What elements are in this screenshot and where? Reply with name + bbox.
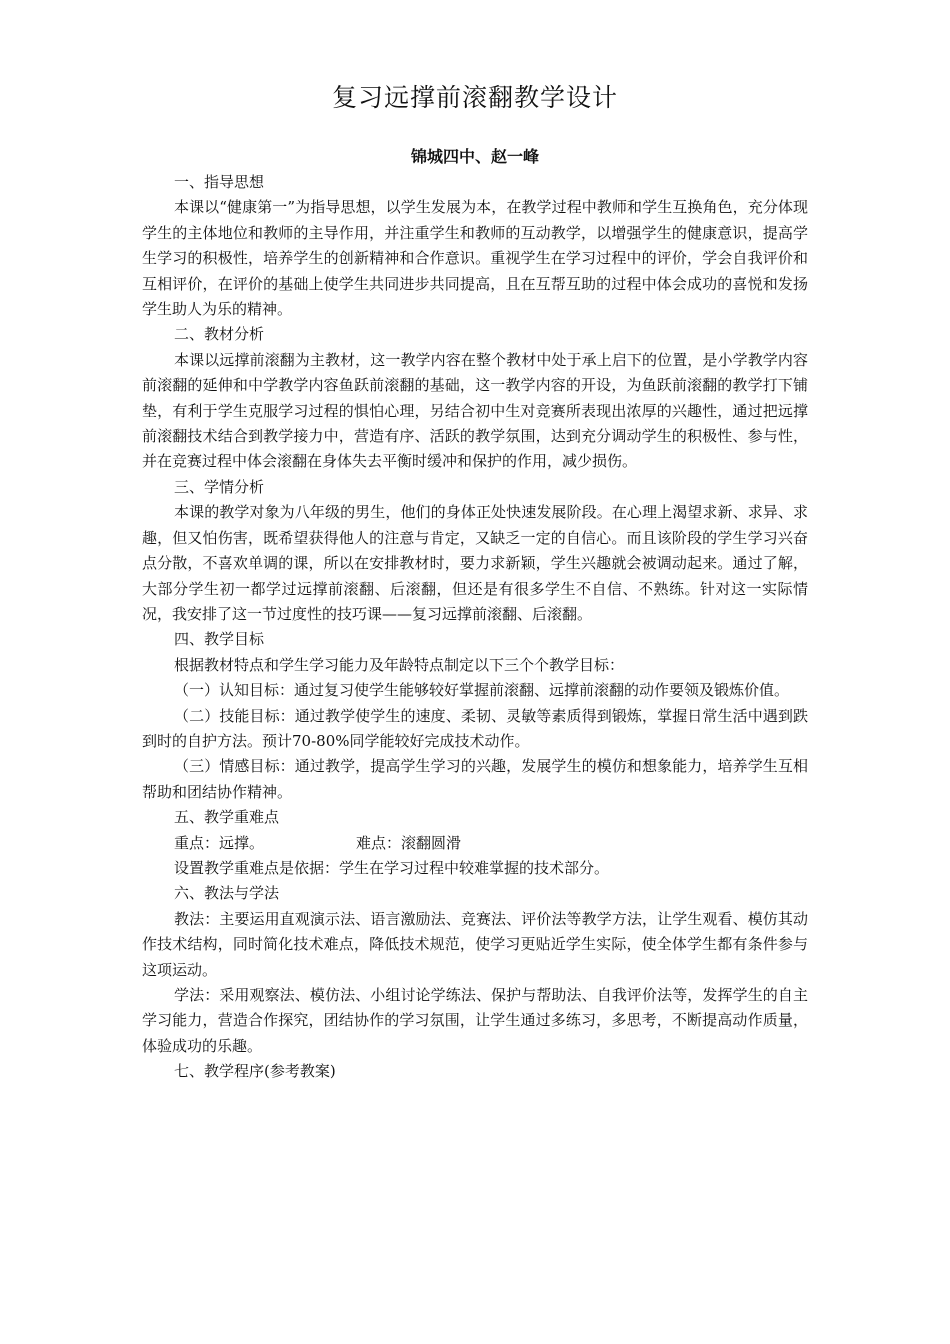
paragraph-teaching-method: 教法：主要运用直观演示法、语言激励法、竞赛法、评价法等教学方法，让学生观看、模仿其动作技术结构，同时简化技术难点，降低技术规范，使学习更贴近学生实际，使全体学生都有条件参与这项运动。	[142, 909, 808, 979]
paragraph-goals-intro: 根据教材特点和学生学习能力及年龄特点制定以下三个个教学目标：	[174, 655, 625, 674]
section-heading-student-analysis: 三、学情分析	[174, 477, 265, 496]
key-difficult-points-line	[142, 831, 808, 856]
section-heading-teaching-procedure: 七、教学程序(参考教案)	[174, 1062, 336, 1081]
paragraph-learning-method: 学法：采用观察法、模仿法、小组讨论学练法、保护与帮助法、自我评价法等，发挥学生的自主学习能力，营造合作探究，团结协作的学习氛围，让学生通过多练习，多思考，不断提高动作质量，体验成功的乐趣。	[142, 986, 808, 1055]
section-heading-key-difficult-points: 五、教学重难点	[174, 808, 280, 827]
paragraph-goal-emotional: （三）情感目标：通过教学，提高学生学习的兴趣，发展学生的模仿和想象能力，培养学生互相帮助和团结协作精神。	[142, 757, 808, 801]
section-heading-teaching-goals: 四、教学目标	[174, 630, 265, 649]
paragraph-goal-skill: （二）技能目标：通过教学使学生的速度、柔韧、灵敏等素质得到锻炼，掌握日常生活中遇到跌到时的自护方法。预计70-80%同学能较好完成技术动作。	[142, 706, 808, 750]
section-heading-guiding-thought: 一、指导思想	[174, 173, 265, 191]
paragraph-goal-cognitive: （一）认知目标：通过复习使学生能够较好掌握前滚翻、远撑前滚翻的动作要领及锻炼价值。	[174, 681, 790, 700]
paragraph-material-analysis: 本课以远撑前滚翻为主教材，这一教学内容在整个教材中处于承上启下的位置，是小学教学内容前滚翻的延伸和中学教学内容鱼跃前滚翻的基础，这一教学内容的开设，为鱼跃前滚翻的教学打下铺垫，有利于学生克服学习过程的惧怕心理，另结合初中生对竞赛所表现出浓厚的兴趣性，通过把远撑前滚翻技术结合到教学接力中，营造有序、活跃的教学氛围，达到充分调动学生的积极性、参与性，并在竞赛过程中体会滚翻在身体失去平衡时缓冲和保护的作用，减少损伤。	[142, 350, 808, 471]
paragraph-student-analysis: 本课的教学对象为八年级的男生，他们的身体正处快速发展阶段。在心理上渴望求新、求异、求趣，但又怕伤害，既希望获得他人的注意与肯定，又缺乏一定的自信心。而且该阶段的学生学习兴奋点分散，不喜欢单调的课，所以在安排教材时，要力求新颖，学生兴趣就会被调动起来。通过了解，大部分学生初一都学过远撑前滚翻、后滚翻，但还是有很多学生不自信、不熟练。针对这一实际情况，我安排了这一节过度性的技巧课——复习远撑前滚翻、后滚翻。	[142, 503, 808, 623]
document-title: 复习远撑前滚翻教学设计	[331, 83, 618, 112]
key-point: 重点：远撑。	[174, 833, 265, 852]
section-heading-methods: 六、教法与学法	[174, 884, 280, 903]
paragraph-guiding-thought: 本课以“健康第一”为指导思想，以学生发展为本，在教学过程中教师和学生互换角色，充分体现学生的主体地位和教师的主导作用，并注重学生和教师的互动教学，以增强学生的健康意识，提高学生学习的积极性，培养学生的创新精神和合作意识。重视学生在学习过程中的评价，学会自我评价和互相评价，在评价的基础上使学生共同进步共同提高，且在互帮互助的过程中体会成功的喜悦和发扬学生助人为乐的精神。	[142, 198, 808, 319]
paragraph-key-points-basis: 设置教学重难点是依据：学生在学习过程中较难掌握的技术部分。	[174, 858, 610, 877]
author-line: 锦城四中、赵一峰	[410, 147, 539, 166]
section-heading-material-analysis: 二、教材分析	[174, 325, 265, 344]
difficult-point: 难点：滚翻圆滑	[356, 833, 462, 852]
